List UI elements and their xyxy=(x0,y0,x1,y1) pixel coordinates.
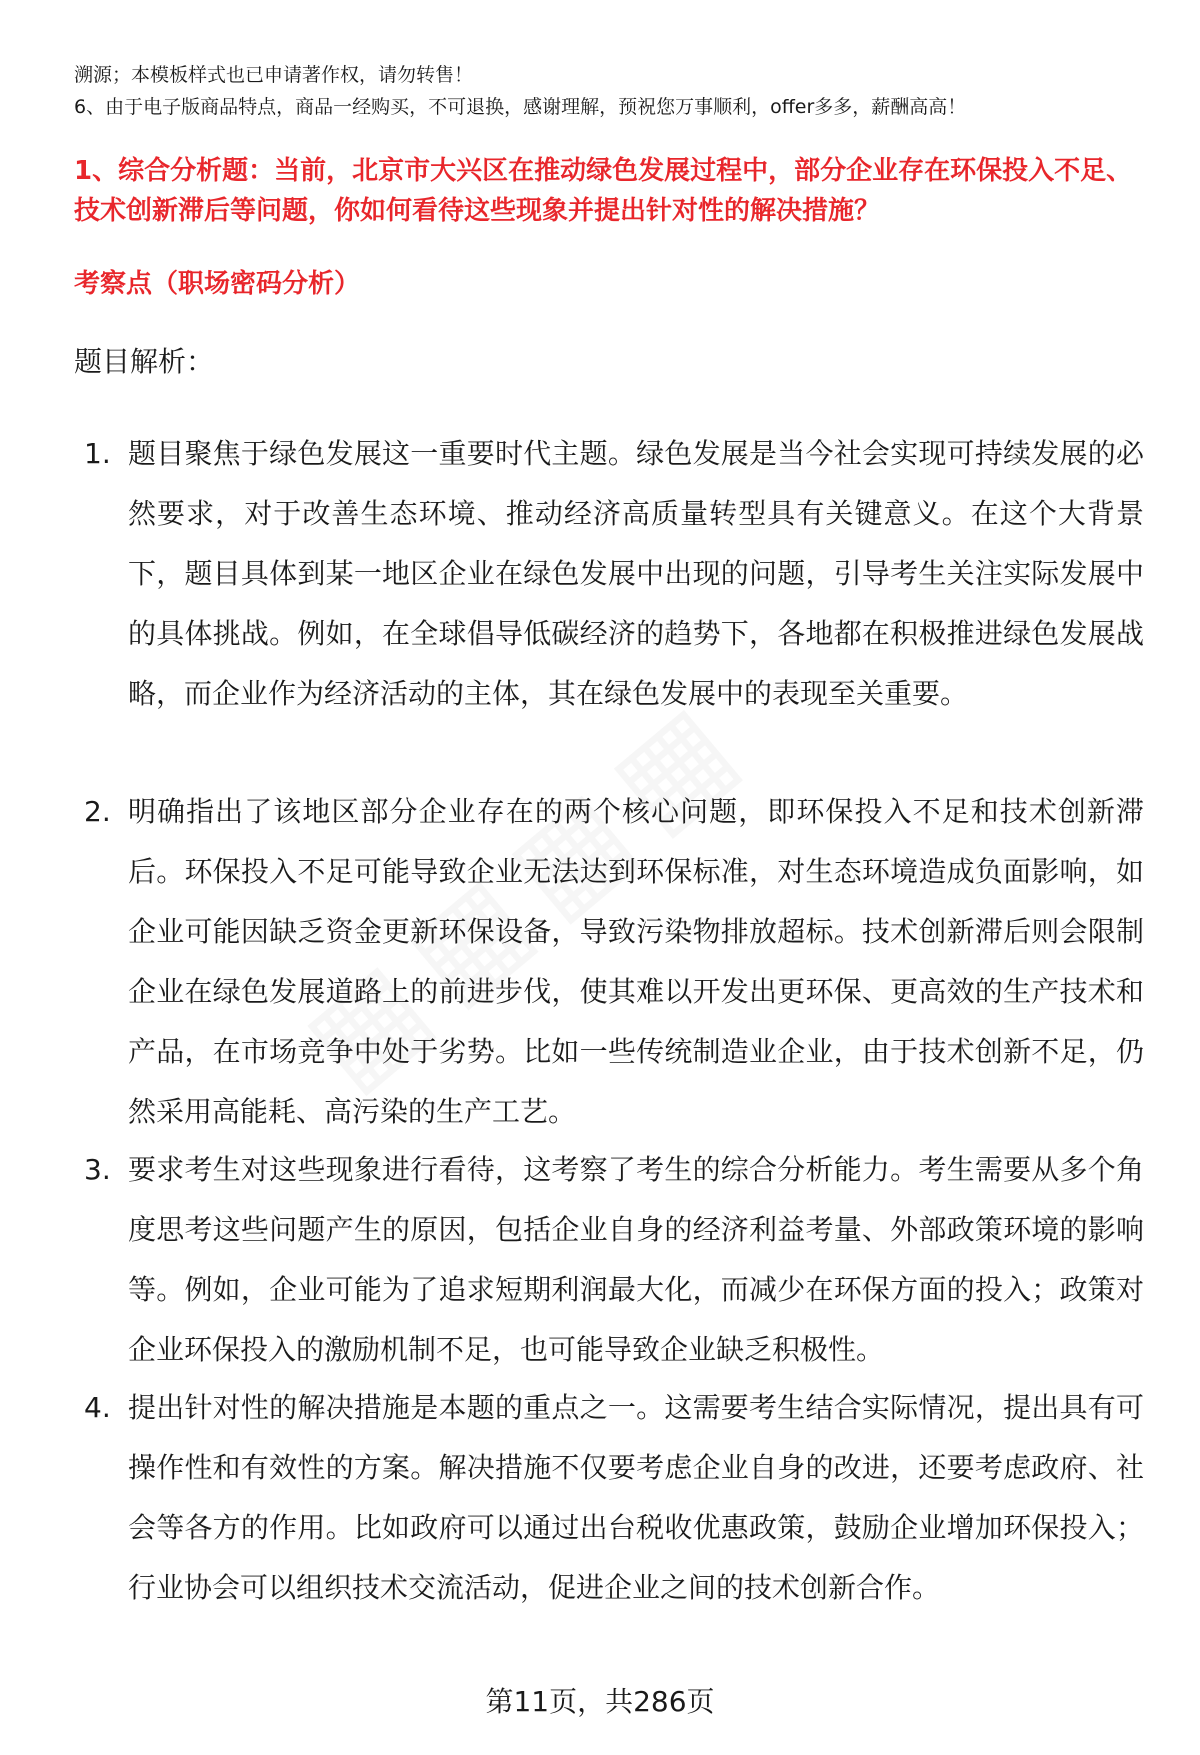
list-item-number: 1. xyxy=(84,437,111,470)
list-item-text: 提出针对性的解决措施是本题的重点之一。这需要考生结合实际情况，提出具有可操作性和有效性的方案。解决措施不仅要考虑企业自身的改进，还要考虑政府、社会等各方的作用。比如政府可以通过出台税收优惠政策，鼓励企业增加环保投入；行业协会可以组织技术交流活动，促进企业之间的技术创新合作。 xyxy=(128,1391,1144,1604)
list-item xyxy=(84,1140,1144,1380)
list-item-number: 2. xyxy=(84,795,111,828)
list-item xyxy=(84,782,1144,1142)
question-heading: 1、综合分析题：当前，北京市大兴区在推动绿色发展过程中，部分企业存在环保投入不足、技术创新滞后等问题，你如何看待这些现象并提出针对性的解决措施？ xyxy=(74,156,1133,226)
list-item-text: 明确指出了该地区部分企业存在的两个核心问题，即环保投入不足和技术创新滞后。环保投入不足可能导致企业无法达到环保标准，对生态环境造成负面影响，如企业可能因缺乏资金更新环保设备，导致污染物排放超标。技术创新滞后则会限制企业在绿色发展道路上的前进步伐，使其难以开发出更环保、更高效的生产技术和产品，在市场竞争中处于劣势。比如一些传统制造业企业，由于技术创新不足，仍然采用高能耗、高污染的生产工艺。 xyxy=(128,795,1144,1128)
analysis-title: 题目解析： xyxy=(74,345,215,378)
section-title: 考察点（职场密码分析） xyxy=(74,269,361,299)
list-item-number: 3. xyxy=(84,1153,111,1186)
note-line-1: 溯源；本模板样式也已申请著作权，请勿转售！ xyxy=(74,64,474,86)
page-footer: 第11页，共286页 xyxy=(485,1685,715,1718)
list-item-number: 4. xyxy=(84,1391,111,1424)
note-line-2: 6、由于电子版商品特点，商品一经购买，不可退换，感谢理解，预祝您万事顺利，offer多多，薪酬高高！ xyxy=(74,96,967,118)
list-item xyxy=(84,424,1144,724)
list-item xyxy=(84,1378,1144,1618)
list-item-text: 要求考生对这些现象进行看待，这考察了考生的综合分析能力。考生需要从多个角度思考这些问题产生的原因，包括企业自身的经济利益考量、外部政策环境的影响等。例如，企业可能为了追求短期利润最大化，而减少在环保方面的投入；政策对企业环保投入的激励机制不足，也可能导致企业缺乏积极性。 xyxy=(128,1153,1144,1366)
list-item-text: 题目聚焦于绿色发展这一重要时代主题。绿色发展是当今社会实现可持续发展的必然要求，对于改善生态环境、推动经济高质量转型具有关键意义。在这个大背景下，题目具体到某一地区企业在绿色发展中出现的问题，引导考生关注实际发展中的具体挑战。例如，在全球倡导低碳经济的趋势下，各地都在积极推进绿色发展战略，而企业作为经济活动的主体，其在绿色发展中的表现至关重要。 xyxy=(128,437,1144,710)
